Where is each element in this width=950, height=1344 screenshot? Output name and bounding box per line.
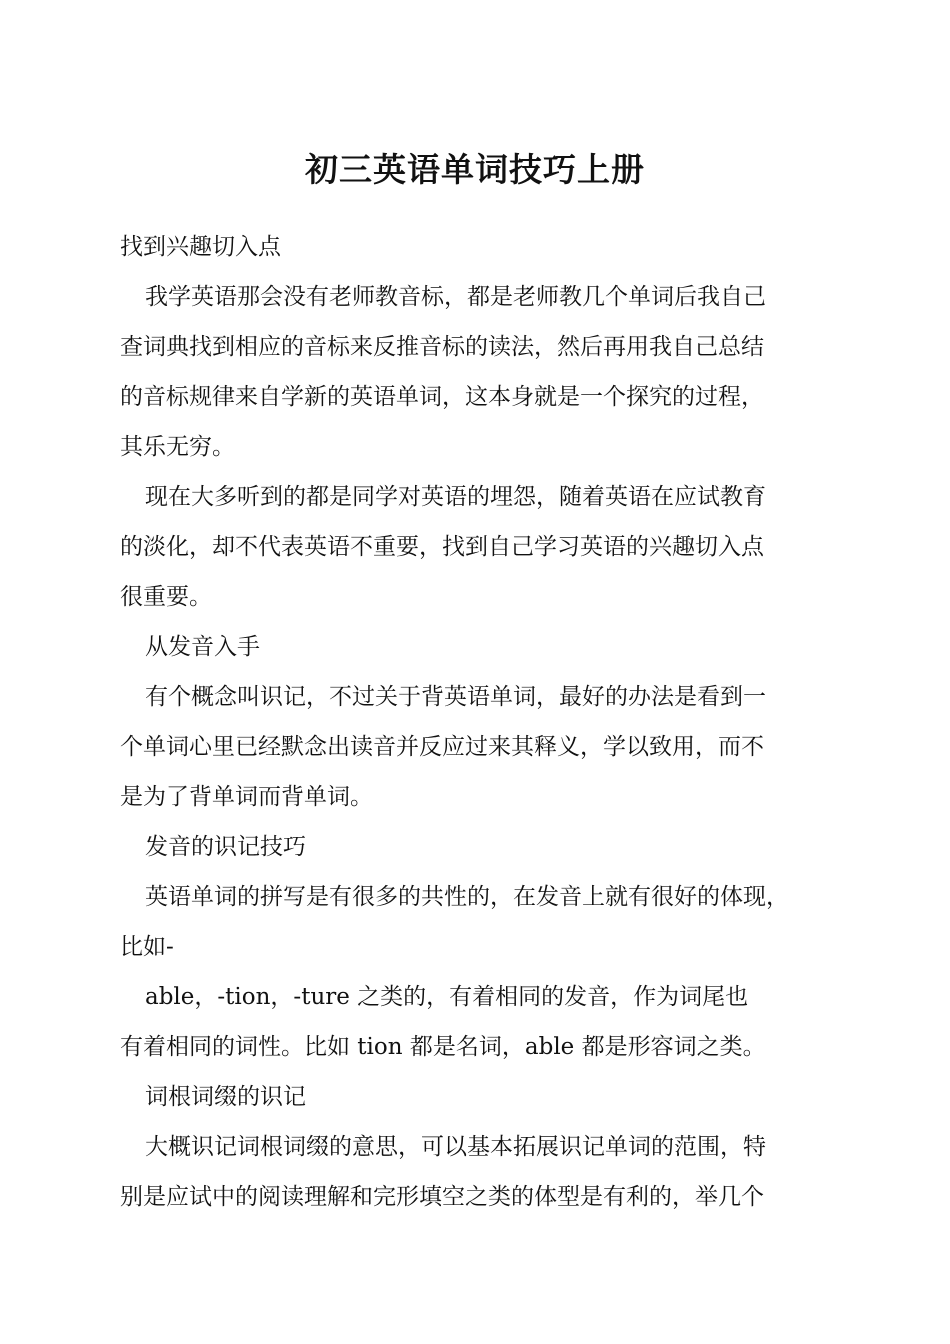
- text-line: 的淡化，却不代表英语不重要，找到自己学习英语的兴趣切入点: [120, 534, 764, 560]
- text-line: 很重要。: [120, 584, 212, 610]
- text-line: 词根词缀的识记: [145, 1084, 306, 1110]
- text-line: 发音的识记技巧: [145, 834, 306, 860]
- document-title: 初三英语单词技巧上册: [305, 150, 645, 189]
- text-line: 有个概念叫识记，不过关于背英语单词，最好的办法是看到一: [145, 684, 766, 710]
- text-line: 别是应试中的阅读理解和完形填空之类的体型是有利的，举几个: [120, 1184, 764, 1210]
- text-line: 的音标规律来自学新的英语单词，这本身就是一个探究的过程，: [120, 384, 764, 410]
- text-line: 我学英语那会没有老师教音标，都是老师教几个单词后我自己: [145, 284, 766, 310]
- text-line: 查词典找到相应的音标来反推音标的读法，然后再用我自己总结: [120, 334, 764, 360]
- text-line: able，-tion，-ture 之类的，有着相同的发音，作为词尾也: [145, 984, 749, 1010]
- document-body: [120, 222, 850, 1222]
- text-line: 英语单词的拼写是有很多的共性的，在发音上就有很好的体现，: [145, 884, 789, 910]
- text-line: 有着相同的词性。比如 tion 都是名词，able 都是形容词之类。: [120, 1034, 766, 1060]
- text-line: 个单词心里已经默念出读音并反应过来其释义，学以致用，而不: [120, 734, 764, 760]
- text-line: 其乐无穷。: [120, 434, 235, 460]
- text-line: 从发音入手: [145, 634, 260, 660]
- text-line: 比如-: [120, 934, 174, 960]
- text-line: 是为了背单词而背单词。: [120, 784, 373, 810]
- text-line: 找到兴趣切入点: [120, 234, 281, 260]
- text-line: 大概识记词根词缀的意思，可以基本拓展识记单词的范围，特: [145, 1134, 766, 1160]
- text-line: 现在大多听到的都是同学对英语的埋怨，随着英语在应试教育: [145, 484, 766, 510]
